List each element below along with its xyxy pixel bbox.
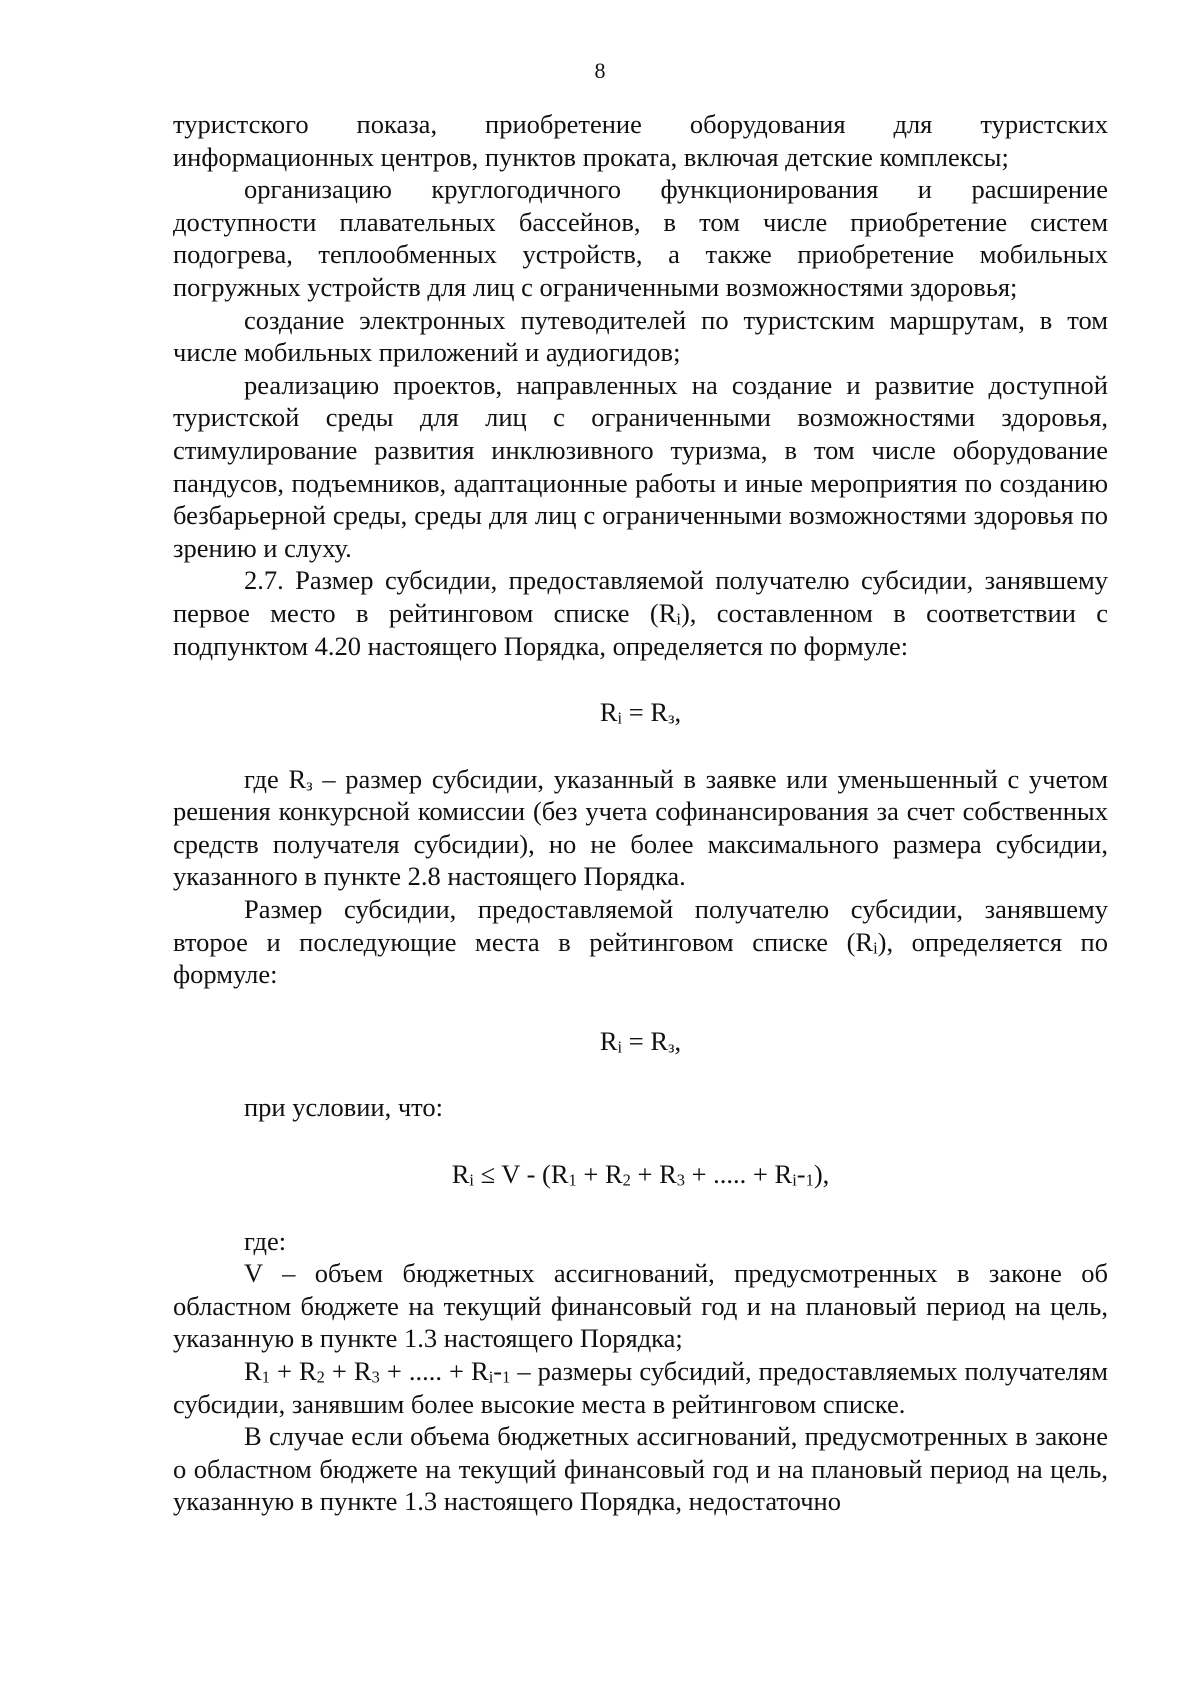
paragraph: при условии, что:	[244, 1092, 444, 1123]
formula-first-place: $R_i = R_з$,	[599, 697, 682, 728]
paragraph: В случае если объема бюджетных ассигнований, предусмотренных в законе о областном бюджете на текущий финансовый год и на плановый период на цель, указанную в пункте 1.3 настоящего Порядка, недостаточно	[173, 1421, 1108, 1517]
paragraph: туристского показа, приобретение оборудования для туристских информационных центров, пунктов проката, включая детские комплексы;	[173, 109, 1108, 172]
paragraph-2-7: 2.7. Размер субсидии, предоставляемой получателю субсидии, занявшему первое место в рейтинговом списке $(R_i)$, составленном в соответствии с подпунктом 4.20 настоящего Порядка, определяется по формуле:	[173, 565, 1108, 661]
paragraph: $R_1 + R_2 + R_3$ + ..... + $R_i-_1$ – размеры субсидий, предоставляемых получателям субсидии, занявшим более высокие места в рейтинговом списке.	[173, 1356, 1109, 1419]
paragraph: организацию круглогодичного функционирования и расширение доступности плавательных бассейнов, в том числе приобретение систем подогрева, теплообменных устройств, а также приобретение мобильных погружных устройств для лиц с ограниченными возможностями здоровья;	[173, 174, 1108, 302]
document-body	[173, 108, 1108, 1518]
paragraph: где:	[244, 1225, 287, 1256]
paragraph: V – объем бюджетных ассигнований, предусмотренных в законе об областном бюджете на текущий финансовый год и на плановый период на цель, указанную в пункте 1.3 настоящего Порядка;	[173, 1258, 1108, 1354]
paragraph: реализацию проектов, направленных на создание и развитие доступной туристской среды для лиц с ограниченными возможностями здоровья, стимулирование развития инклюзивного туризма, в том числе оборудование пандусов, подъемников, адаптационные работы и иные мероприятия по созданию безбарьерной среды, среды для лиц с ограниченными возможностями здоровья по зрению и слуху.	[173, 369, 1108, 563]
formula-next-places: $R_i = R_з$,	[599, 1025, 682, 1057]
paragraph: Размер субсидии, предоставляемой получателю субсидии, занявшему второе и последующие места в рейтинговом списке $(R_i)$, определяется по формуле:	[173, 894, 1108, 990]
page-number: 8	[594, 58, 606, 83]
paragraph: где $R_з$ – размер субсидии, указанный в заявке или уменьшенный с учетом решения конкурсной комиссии (без учета софинансирования за счет собственных средств получателя субсидии), но не более максимального размера субсидии, указанного в пункте 2.8 настоящего Порядка.	[173, 763, 1108, 892]
formula-condition: $R_i \le V - (R_1 + R_2 + R_3$ + ..... + $R_i-_1$),	[451, 1159, 830, 1190]
paragraph: создание электронных путеводителей по туристским маршрутам, в том числе мобильных приложений и аудиогидов;	[173, 304, 1108, 368]
